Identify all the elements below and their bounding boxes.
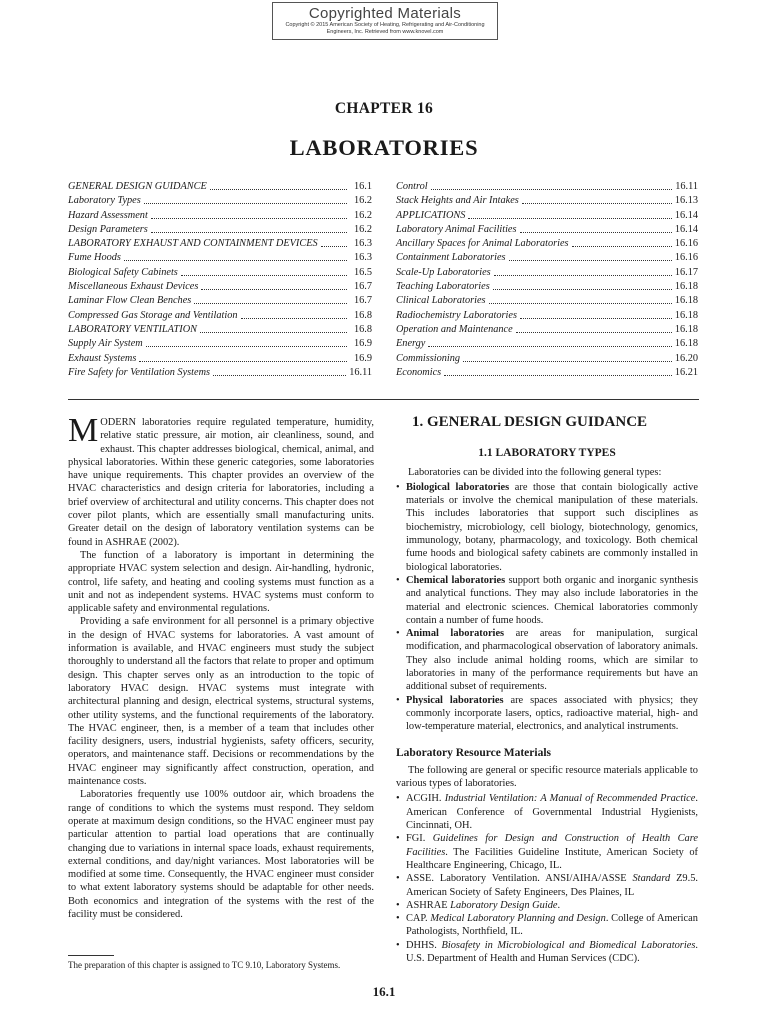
list-item [396, 872, 698, 899]
toc-entry[interactable] [396, 252, 698, 266]
toc-label: Fume Hoods [68, 252, 121, 264]
chapter-title: LABORATORIES [289, 135, 479, 160]
toc-entry[interactable] [396, 181, 698, 195]
toc-page: 16.11 [675, 181, 698, 192]
term-text: are spaces associated with physics; they commonly incorporate lasers, optics, radioactive material, high- and low-temperature material, electronics, and analytical instruments. [406, 694, 698, 733]
subsection-heading: 1.1 LABORATORY TYPES [478, 447, 616, 460]
toc-leader [489, 295, 672, 304]
toc-entry[interactable] [396, 367, 698, 381]
list-item [396, 574, 698, 627]
toc-leader [139, 353, 347, 362]
toc-leader [431, 181, 673, 190]
ref-title: Medical Laboratory Planning and Design [430, 913, 606, 925]
toc-label: Clinical Laboratories [396, 295, 486, 307]
right-body-column [396, 416, 698, 965]
toc-label: Energy [396, 338, 426, 350]
list-item [396, 899, 698, 912]
paragraph-text: ODERN laboratories require regulated temperature, humidity, relative static pressure, air motion, air cleanliness, sound, and exhaust. This chapter addresses biological, chemical, animal, and physical laboratories. Within these generic categories, some laboratories have unique requirements. This chapter provides an overview of the HVAC characteristics and design criteria for laboratories, including a brief overview of architectural and utility concerns. This chapter does not cover pilot plants, which are essentially small manufacturing units. Greater detail on the design of laboratory ventilation systems can be found in ASHRAE (2002). [68, 417, 374, 548]
toc-entry[interactable] [68, 310, 372, 324]
toc-page: 16.14 [674, 223, 698, 235]
toc-entry[interactable] [396, 353, 698, 367]
toc-leader [200, 324, 347, 333]
toc-leader [241, 310, 347, 319]
toc-entry[interactable] [396, 310, 698, 324]
ref-prefix: ASSE. Laboratory Ventilation. ANSI/AIHA/ASSE [406, 873, 633, 885]
toc-page: 16.3 [353, 238, 372, 250]
toc-leader [213, 367, 346, 376]
list-item [396, 939, 698, 966]
ref-title: Industrial Ventilation: A Manual of Recommended Practice [444, 793, 696, 805]
ref-title: Guidelines for Design and Construction of Health Care Facilities [406, 833, 698, 858]
ref-title: Biosafety in Microbiological and Biomedical Laboratories [441, 939, 696, 951]
footnote-rule [68, 955, 114, 956]
paragraph [68, 412, 374, 549]
footnote: The preparation of this chapter is assigned to TC 9.10, Laboratory Systems. [68, 960, 341, 970]
term-text: are areas for manipulation, surgical modification, and pharmacological observation of laboratory animals. They also include animal holding rooms, which are similar to laboratories in many of the performance requirements but have an additional subset of requirements. [406, 628, 698, 693]
toc-label: Containment Laboratories [396, 252, 506, 264]
toc-label: Design Parameters [68, 223, 148, 235]
toc-entry[interactable] [396, 324, 698, 338]
toc-entry[interactable] [68, 252, 372, 266]
toc-entry[interactable] [396, 338, 698, 352]
toc-entry[interactable] [396, 267, 698, 281]
toc-page: 16.2 [353, 209, 372, 221]
term: Chemical laboratories [406, 574, 506, 586]
toc-label: LABORATORY VENTILATION [68, 323, 198, 335]
toc-entry[interactable] [68, 267, 372, 281]
toc-page: 16.3 [353, 252, 372, 264]
toc-label: Supply Air System [68, 338, 143, 350]
ref-suffix: . The Facilities Guideline Institute, American Society of Healthcare Engineering, Chicago, IL. [406, 846, 698, 871]
toc-page: 16.21 [674, 366, 698, 378]
toc-page: 16.18 [674, 323, 698, 335]
toc-leader [210, 181, 347, 190]
lab-types-list [396, 481, 698, 734]
toc-leader [520, 310, 672, 319]
list-item [396, 832, 698, 872]
toc-label: Fire Safety for Ventilation Systems [68, 366, 211, 378]
toc-page: 16.18 [674, 295, 698, 307]
toc-label: Economics [396, 366, 442, 378]
toc-leader [181, 267, 347, 276]
toc-leader [468, 210, 671, 219]
toc-page: 16.20 [674, 352, 698, 364]
toc-page: 16.18 [674, 281, 698, 293]
toc-entry[interactable] [68, 181, 372, 195]
toc-leader [509, 252, 672, 261]
toc-entry[interactable] [68, 295, 372, 309]
toc-entry[interactable] [68, 367, 372, 381]
toc-leader [124, 252, 347, 261]
list-item [396, 481, 698, 574]
toc-leader [144, 195, 347, 204]
toc-label: Operation and Maintenance [396, 323, 513, 335]
ref-prefix: ASHRAE [406, 899, 451, 911]
toc-label: Control [396, 181, 428, 192]
toc-entry[interactable] [396, 210, 698, 224]
toc-page: 16.2 [353, 223, 372, 235]
toc-entry[interactable] [68, 195, 372, 209]
toc-leader [572, 238, 672, 247]
term-text: support both organic and inorganic synthesis and analytical functions. They may also include laboratories in the material and electronic sciences. Chemical laboratories commonly contain a number of fume hoods. [406, 574, 698, 626]
ref-prefix: DHHS. [406, 939, 442, 951]
toc-page: 16.18 [674, 338, 698, 350]
toc-leader [151, 210, 347, 219]
stamp-line-2: Engineers, Inc. Retrieved from www.knovel.com [326, 28, 444, 35]
ref-suffix: . U.S. Department of Health and Human Services (CDC). [406, 939, 698, 964]
toc-entry[interactable] [68, 281, 372, 295]
term: Animal laboratories [406, 628, 505, 640]
toc-label: Biological Safety Cabinets [68, 266, 178, 278]
toc-leader [493, 281, 672, 290]
list-item [396, 694, 698, 734]
toc-entry[interactable] [396, 195, 698, 209]
ref-prefix: CAP. [406, 913, 431, 925]
toc-entry[interactable] [396, 295, 698, 309]
toc-page: 16.1 [353, 181, 372, 192]
divider [68, 399, 699, 400]
toc-page: 16.17 [674, 266, 698, 278]
toc-label: Radiochemistry Laboratories [396, 309, 517, 321]
toc-leader [516, 324, 672, 333]
page-number: 16.1 [372, 984, 396, 999]
toc-label: Stack Heights and Air Intakes [396, 195, 519, 207]
toc-left-column [68, 181, 372, 381]
drop-cap: M [68, 412, 99, 449]
toc-leader [151, 224, 347, 233]
list-item [396, 792, 698, 832]
toc-page: 16.11 [349, 366, 372, 378]
paragraph: Laboratories can be divided into the following general types: [408, 466, 662, 478]
ref-suffix: . College of American Pathologists, Northfield, IL. [406, 913, 698, 938]
toc-entry[interactable] [68, 353, 372, 367]
toc-leader [522, 195, 672, 204]
toc-entry[interactable] [68, 238, 372, 252]
toc-page: 16.5 [353, 266, 372, 278]
toc-label: Commissioning [396, 352, 461, 364]
toc-leader [321, 238, 347, 247]
toc-label: Scale-Up Laboratories [396, 266, 491, 278]
paragraph: The function of a laboratory is important in determining the appropriate HVAC system selection and design. Air-handling, hydronic, control, life safety, and heating and cooling systems must function as a unit and not as independent systems. HVAC systems must conform to applicable safety and environmental regulations. [68, 549, 374, 615]
toc-page: 16.16 [674, 238, 698, 250]
stamp-title: Copyrighted Materials [308, 5, 462, 22]
toc-leader [428, 338, 671, 347]
toc-label: APPLICATIONS [396, 209, 466, 221]
toc-page: 16.8 [353, 323, 372, 335]
chapter-number: CHAPTER 16 [334, 100, 434, 117]
left-body-column [68, 412, 374, 921]
toc-entry[interactable] [68, 338, 372, 352]
toc-leader [444, 367, 672, 376]
toc-right-column [396, 181, 698, 381]
toc-page: 16.7 [353, 295, 372, 307]
term: Biological laboratories [406, 481, 510, 493]
toc-leader [201, 281, 347, 290]
toc-label: GENERAL DESIGN GUIDANCE [68, 181, 207, 192]
toc-label: Laminar Flow Clean Benches [68, 295, 192, 307]
toc-page: 16.18 [674, 309, 698, 321]
toc-entry[interactable] [396, 281, 698, 295]
toc-entry[interactable] [396, 224, 698, 238]
toc-label: Compressed Gas Storage and Ventilation [68, 309, 238, 321]
resources-list [396, 792, 698, 965]
toc-page: 16.13 [674, 195, 698, 207]
paragraph: The following are general or specific resource materials applicable to various types of laboratories. [396, 764, 698, 790]
list-item [396, 627, 698, 693]
toc-leader [463, 353, 672, 362]
stamp-line-1: Copyright © 2015 American Society of Heating, Refrigerating and Air-Conditioning [285, 22, 485, 28]
toc-leader [494, 267, 672, 276]
toc-entry[interactable] [68, 210, 372, 224]
toc-entry[interactable] [68, 324, 372, 338]
resources-heading: Laboratory Resource Materials [396, 746, 551, 759]
toc-label: Teaching Laboratories [396, 281, 490, 293]
ref-suffix: Z9.5. American Society of Safety Engineers, Des Plaines, IL [406, 873, 699, 898]
term-text: are those that contain biologically active materials or involve the chemical manipulation of these materials. This includes laboratories that support such disciplines as biochemistry, microbiology, cell biology, biotechnology, genomics, immunology, botany, pharmacology, and toxicology. Both chemical fume hoods and biological safety cabinets are commonly installed in biological laboratories. [406, 481, 698, 573]
toc-label: Exhaust Systems [68, 352, 137, 364]
toc-label: Hazard Assessment [68, 209, 148, 221]
term: Physical laboratories [406, 694, 504, 706]
section-heading: 1. GENERAL DESIGN GUIDANCE [412, 414, 648, 430]
toc-page: 16.2 [353, 195, 372, 207]
list-item [396, 912, 698, 939]
toc-page: 16.9 [353, 352, 372, 364]
ref-suffix: . American Conference of Governmental Industrial Hygienists, Cincinnati, OH. [406, 793, 698, 832]
toc-label: LABORATORY EXHAUST AND CONTAINMENT DEVICES [68, 238, 318, 250]
toc-page: 16.9 [353, 338, 372, 350]
toc-entry[interactable] [396, 238, 698, 252]
copyright-stamp [272, 2, 498, 40]
toc-label: Ancillary Spaces for Animal Laboratories [396, 238, 569, 250]
toc-page: 16.7 [353, 281, 372, 293]
toc-entry[interactable] [68, 224, 372, 238]
paragraph: Laboratories frequently use 100% outdoor air, which broadens the range of conditions to which the systems must respond. They seldom operate at maximum design conditions, so the HVAC engineer must pay particular attention to partial load operations that are continually changing due to variations in internal space loads, exhaust requirements, external conditions, and day/night variances. Most laboratories will be modified at some time. Consequently, the HVAC engineer must consider to what extent laboratory systems should be adaptable for other needs. Both economics and integration of the systems with the rest of the facility must be considered. [68, 789, 374, 920]
toc-leader [194, 295, 347, 304]
ref-suffix: . [557, 899, 561, 911]
ref-prefix: ACGIH. [406, 793, 445, 805]
toc-label: Laboratory Types [68, 195, 141, 207]
toc-label: Miscellaneous Exhaust Devices [68, 281, 199, 293]
toc-page: 16.14 [674, 209, 698, 221]
ref-title: Laboratory Design Guide [450, 899, 558, 911]
paragraph: Providing a safe environment for all personnel is a primary objective in the design of HVAC systems for laboratories. A vast amount of information is available, and HVAC engineers must study the subject thoroughly to understand all the factors that relate to proper and optimum design. This chapter serves only as an introduction to the topic of laboratory HVAC design. HVAC systems must integrate with architectural planning and design, electrical systems, structural systems, other utility systems, and the functional requirements of the laboratory. The HVAC engineer, then, is a member of a team that includes other facility designers, users, industrial hygienists, safety officers, security, operators, and maintenance staff. Decisions or recommendations by the HVAC engineer may significantly affect construction, operation, and maintenance costs. [68, 616, 374, 788]
toc-leader [146, 338, 347, 347]
ref-title: Standard [632, 873, 671, 885]
toc-label: Laboratory Animal Facilities [396, 223, 517, 235]
toc-page: 16.16 [674, 252, 698, 264]
ref-prefix: FGI. [406, 833, 433, 845]
toc-leader [520, 224, 672, 233]
toc-page: 16.8 [353, 309, 372, 321]
